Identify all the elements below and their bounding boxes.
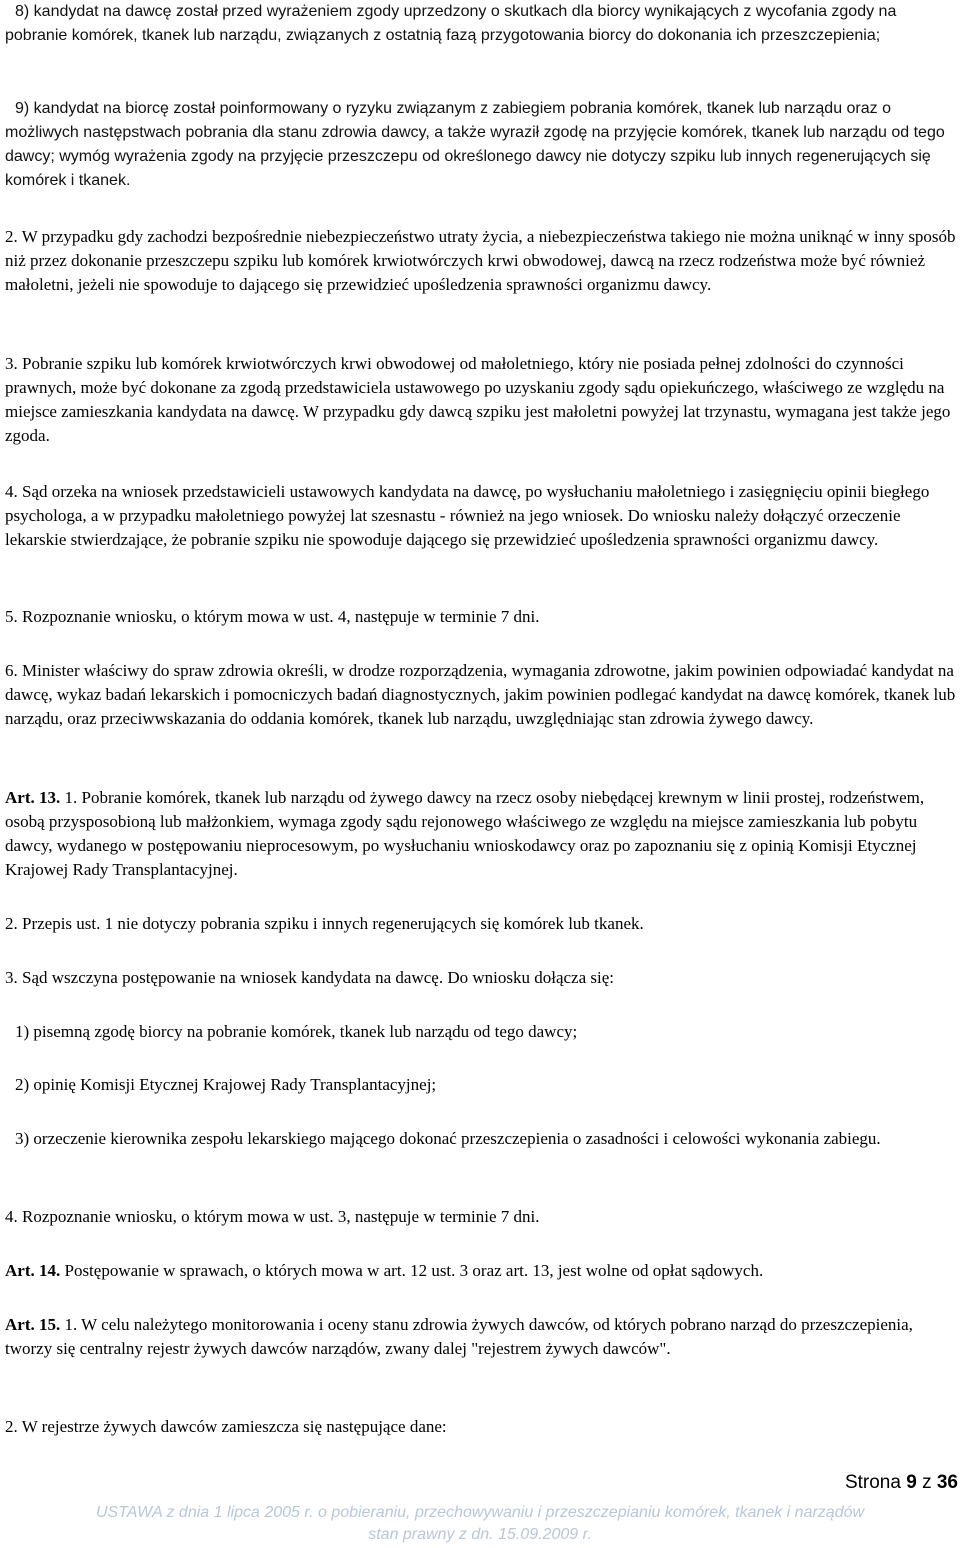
article-text: 1. W celu należytego monitorowania i oceny stanu zdrowia żywych dawców, od których pobrano narząd do przeszczepienia, tworzy się centralny rejestr żywych dawców narządów, zwany dalej "rejestrem żywych dawców". <box>5 1315 913 1358</box>
list-item-2: 2) opinię Komisji Etycznej Krajowej Rady Transplantacyjnej; <box>15 1075 437 1094</box>
footer-title: USTAWA z dnia 1 lipca 2005 r. o pobieraniu, przechowywaniu i przeszczepianiu komórek, tkanek i narządów <box>95 1504 865 1521</box>
article-text: 1. Pobranie komórek, tkanek lub narządu od żywego dawcy na rzecz osoby niebędącej krewnym w linii prostej, rodzeństwem, osobą przysposobioną lub małżonkiem, wymaga zgody sądu rejonowego właściwego ze względu na miejsce zamieszkania lub pobytu dawcy, wydanego w postępowaniu nieprocesowym, po wysłuchaniu wnioskodawcy oraz po zapoznaniu się z opinią Komisji Etycznej Krajowej Rady Transplantacyjnej. <box>5 788 925 879</box>
paragraph-art-13-ust-3: 3. Sąd wszczyna postępowanie na wniosek kandydata na dawcę. Do wniosku dołącza się: <box>5 968 614 987</box>
page-number-prefix: Strona <box>844 1472 907 1493</box>
paragraph-ust-2: 2. W przypadku gdy zachodzi bezpośrednie niebezpieczeństwo utraty życia, a niebezpieczeństwa takiego nie można uniknąć w inny sposób niż przez dokonanie przeszczepu szpiku lub komórek krwiotwórczych krwi obwodowej, dawcą na rzecz rodzeństwa może być również małoletni, jeżeli nie spowoduje to dającego się przewidzieć upośledzenia sprawności organizmu dawcy. <box>5 227 956 294</box>
article-label: Art. 14. <box>5 1261 61 1280</box>
footer-date: stan prawny z dn. 15.09.2009 r. <box>368 1526 592 1543</box>
page-number-mid: z <box>916 1472 937 1493</box>
list-item-3: 3) orzeczenie kierownika zespołu lekarskiego mającego dokonać przeszczepienia o zasadności i celowości wykonania zabiegu. <box>15 1129 881 1148</box>
paragraph-ust-5: 5. Rozpoznanie wniosku, o którym mowa w ust. 4, następuje w terminie 7 dni. <box>5 607 540 626</box>
paragraph-art-13-ust-2: 2. Przepis ust. 1 nie dotyczy pobrania szpiku i innych regenerujących się komórek lub tkanek. <box>5 914 644 933</box>
paragraph-ust-4: 4. Sąd orzeka na wniosek przedstawicieli ustawowych kandydata na dawcę, po wysłuchaniu małoletniego i zasięgnięciu opinii biegłego psychologa, a w przypadku małoletniego powyżej lat szesnastu - również na jego wniosek. Do wniosku należy dołączyć orzeczenie lekarskie stwierdzające, że pobranie szpiku nie spowoduje dającego się przewidzieć upośledzenia sprawności organizmu dawcy. <box>5 482 930 549</box>
page-number-total: 36 <box>936 1472 958 1493</box>
page-number-current: 9 <box>906 1472 917 1493</box>
paragraph-ust-3: 3. Pobranie szpiku lub komórek krwiotwórczych krwi obwodowej od małoletniego, który nie posiada pełnej zdolności do czynności prawnych, może być dokonane za zgodą przedstawiciela ustawowego po uzyskaniu zgody sądu opiekuńczego, właściwego ze względu na miejsce zamieszkania kandydata na dawcę. W przypadku gdy dawcą szpiku jest małoletni powyżej lat trzynastu, wymagana jest także jego zgoda. <box>5 354 951 445</box>
paragraph-item-9: 9) kandydat na biorcę został poinformowany o ryzyku związanym z zabiegiem pobrania komórek, tkanek lub narządu oraz o możliwych następstwach pobrania dla stanu zdrowia dawcy, a także wyraził zgodę na przyjęcie komórek, tkanek lub narządu od tego dawcy; wymóg wyrażenia zgody na przyjęcie przeszczepu od określonego dawcy nie dotyczy szpiku lub innych regenerujących się komórek i tkanek. <box>5 100 945 189</box>
paragraph-ust-6: 6. Minister właściwy do spraw zdrowia określi, w drodze rozporządzenia, wymagania zdrowotne, jakim powinien odpowiadać kandydat na dawcę, wykaz badań lekarskich i pomocniczych badań diagnostycznych, jakim powinien podlegać kandydat na dawcę komórek, tkanek lub narządu, oraz przeciwwskazania do oddania komórek, tkanek lub narządu, uwzględniając stan zdrowia żywego dawcy. <box>5 661 956 728</box>
article-label: Art. 13. <box>5 788 61 807</box>
paragraph-art-13-ust-4: 4. Rozpoznanie wniosku, o którym mowa w ust. 3, następuje w terminie 7 dni. <box>5 1207 540 1226</box>
page-number <box>845 1472 958 1494</box>
paragraph-art-13-ust-1 <box>5 786 958 882</box>
article-label: Art. 15. <box>5 1315 61 1334</box>
paragraph-item-8: 8) kandydat na dawcę został przed wyrażeniem zgody uprzedzony o skutkach dla biorcy wynikających z wycofania zgody na pobranie komórek, tkanek lub narządu, związanych z ostatnią fazą przygotowania biorcy do dokonania ich przeszczepienia; <box>5 3 897 44</box>
list-item-1: 1) pisemną zgodę biorcy na pobranie komórek, tkanek lub narządu od tego dawcy; <box>15 1022 578 1041</box>
article-text: Postępowanie w sprawach, o których mowa w art. 12 ust. 3 oraz art. 13, jest wolne od opłat sądowych. <box>60 1261 764 1280</box>
paragraph-art-14 <box>5 1259 958 1283</box>
paragraph-art-15-ust-2: 2. W rejestrze żywych dawców zamieszcza się następujące dane: <box>5 1417 447 1436</box>
paragraph-art-15-ust-1 <box>5 1313 958 1361</box>
